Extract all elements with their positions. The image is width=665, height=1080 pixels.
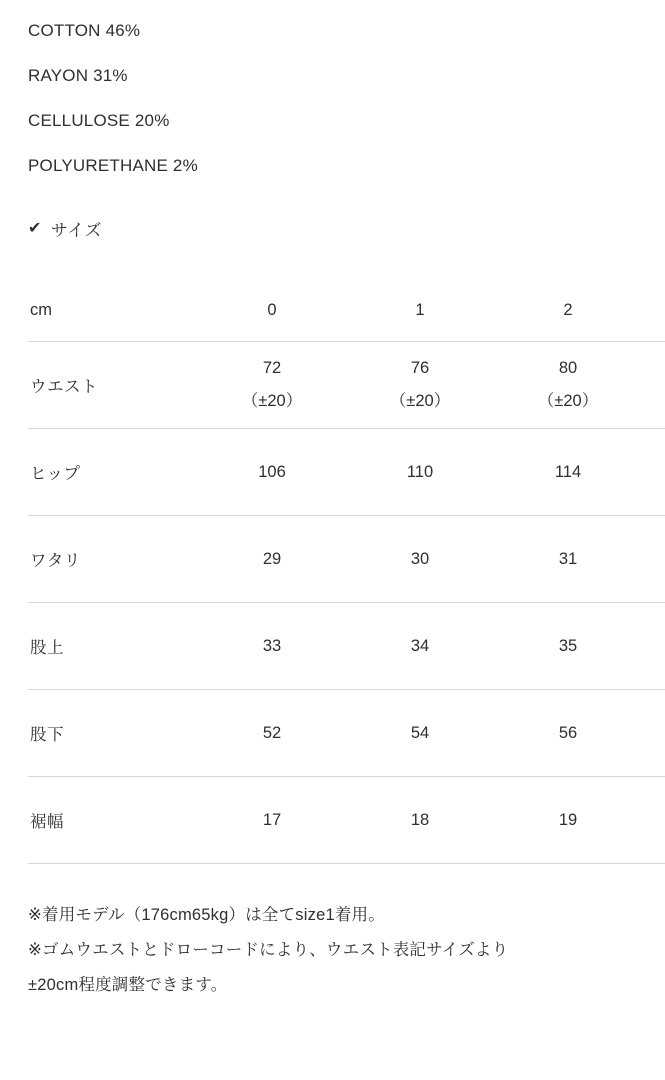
table-row	[28, 777, 665, 864]
row-value: 29	[228, 516, 376, 603]
row-value: 54	[376, 690, 524, 777]
value-tolerance: （±20）	[241, 392, 303, 410]
row-value	[376, 342, 524, 429]
row-value: 17	[228, 777, 376, 864]
row-value: 18	[376, 777, 524, 864]
size-table-header	[28, 279, 665, 342]
table-row	[28, 603, 665, 690]
composition-line: COTTON 46%	[28, 21, 141, 40]
row-value: 34	[376, 603, 524, 690]
row-label: ヒップ	[28, 429, 228, 516]
value-main: 72	[262, 358, 282, 377]
row-label: 股下	[28, 690, 228, 777]
value-main: 76	[410, 358, 430, 377]
value-tolerance: （±20）	[537, 392, 599, 410]
table-header-row	[28, 279, 665, 342]
size-header-0: 0	[228, 279, 376, 342]
size-section-heading	[28, 216, 637, 241]
composition-line: POLYURETHANE 2%	[28, 156, 198, 175]
composition-line: RAYON 31%	[28, 66, 128, 85]
row-value: 35	[524, 603, 665, 690]
row-value: 114	[524, 429, 665, 516]
row-value: 52	[228, 690, 376, 777]
composition-line: CELLULOSE 20%	[28, 111, 170, 130]
size-header-1: 1	[376, 279, 524, 342]
size-chart-table	[28, 279, 665, 864]
row-value	[228, 342, 376, 429]
value-tolerance: （±20）	[389, 392, 451, 410]
row-label: 股上	[28, 603, 228, 690]
note-line: ±20cm程度調整できます。	[28, 976, 228, 994]
row-label: ウエスト	[28, 342, 228, 429]
table-row	[28, 516, 665, 603]
row-value: 30	[376, 516, 524, 603]
table-row	[28, 429, 665, 516]
row-value: 19	[524, 777, 665, 864]
note-line: ※ゴムウエストとドローコードにより、ウエスト表記サイズより	[28, 941, 509, 959]
row-value	[524, 342, 665, 429]
size-table-body	[28, 342, 665, 864]
size-notes	[28, 898, 637, 1003]
row-label: ワタリ	[28, 516, 228, 603]
row-value: 56	[524, 690, 665, 777]
material-composition-list	[28, 0, 637, 188]
row-value: 31	[524, 516, 665, 603]
row-label: 裾幅	[28, 777, 228, 864]
size-heading-label: サイズ	[50, 221, 103, 240]
unit-header: cm	[28, 279, 228, 342]
size-header-2: 2	[524, 279, 665, 342]
value-main: 80	[558, 358, 578, 377]
row-value: 33	[228, 603, 376, 690]
table-row	[28, 342, 665, 429]
row-value: 106	[228, 429, 376, 516]
check-icon: ✔	[28, 219, 42, 237]
note-line: ※着用モデル（176cm65kg）は全てsize1着用。	[28, 906, 385, 924]
table-row	[28, 690, 665, 777]
row-value: 110	[376, 429, 524, 516]
